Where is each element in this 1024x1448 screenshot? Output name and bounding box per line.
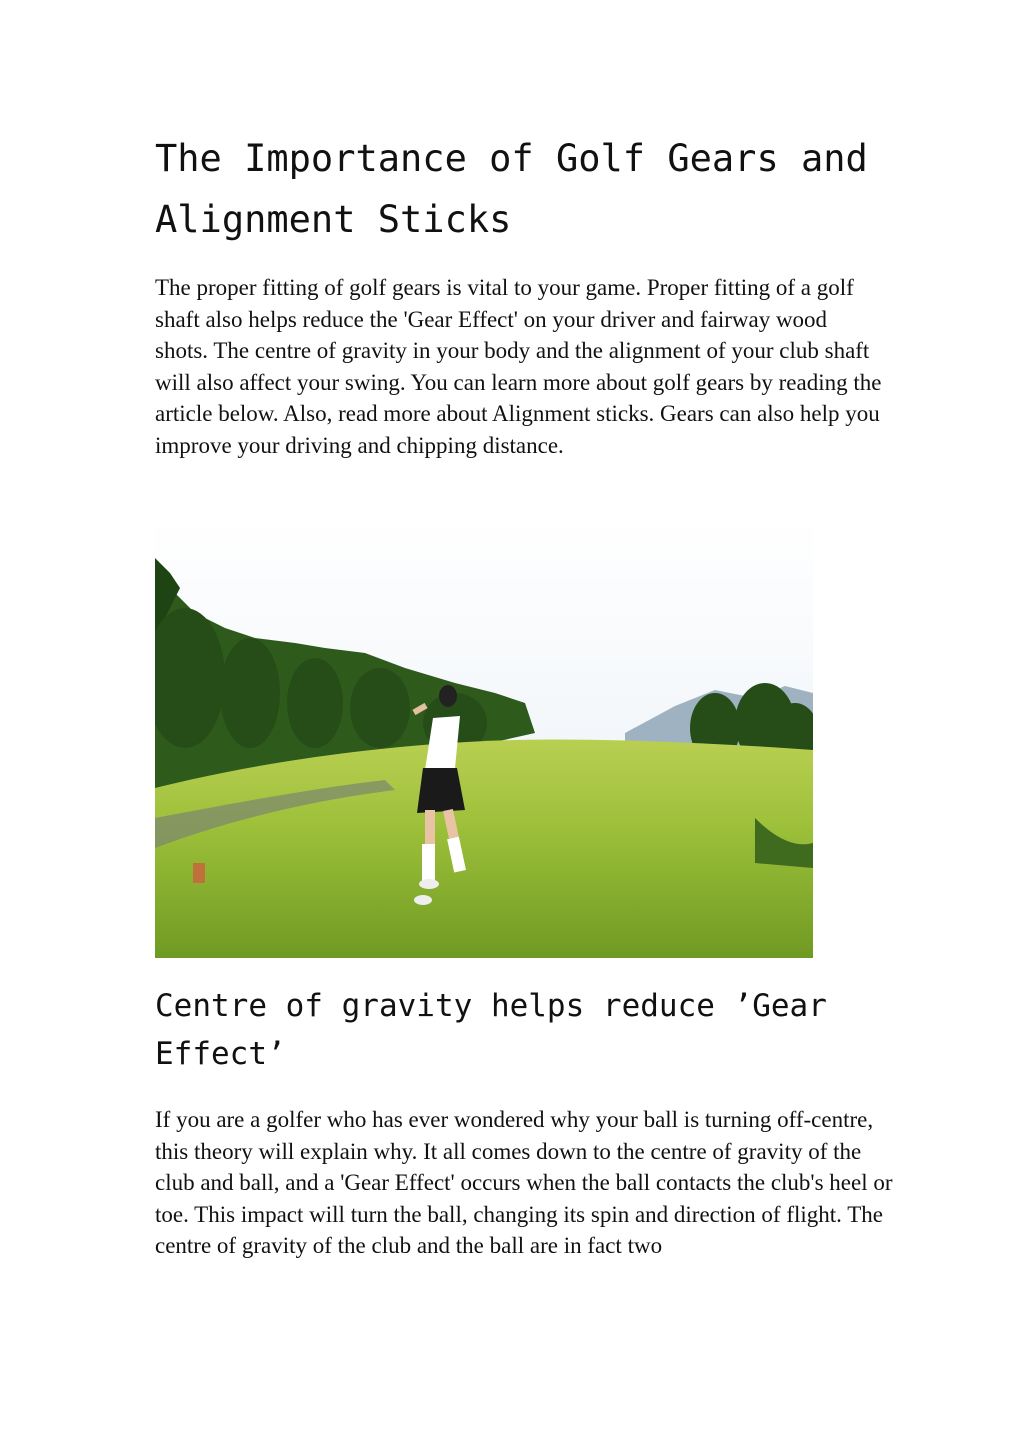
intro-paragraph: The proper fitting of golf gears is vital to your game. Proper fitting of a golf shaft also helps reduce the 'Gear Effect' on your driver and fairway wood shots. The centre of gravity in your body and the alignment of your club shaft will also affect your swing. You can learn more about golf gears by reading the article below. Also, read more about Alignment sticks. Gears can also help you improve your driving and chipping distance. bbox=[155, 275, 882, 458]
article-header bbox=[155, 128, 885, 462]
section-paragraph: If you are a golfer who has ever wondered why your ball is turning off-centre, this theory will explain why. It all comes down to the centre of gravity of the club and ball, and a 'Gear Effect' occurs when the ball contacts the club's heel or toe. This impact will turn the ball, changing its spin and direction of flight. The centre of gravity of the club and the ball are in fact two bbox=[155, 1107, 893, 1259]
section-heading: Centre of gravity helps reduce ’Gear Effect’ bbox=[155, 988, 827, 1072]
golf-course-photo bbox=[155, 518, 813, 958]
article-title: The Importance of Golf Gears and Alignment Sticks bbox=[155, 137, 868, 241]
